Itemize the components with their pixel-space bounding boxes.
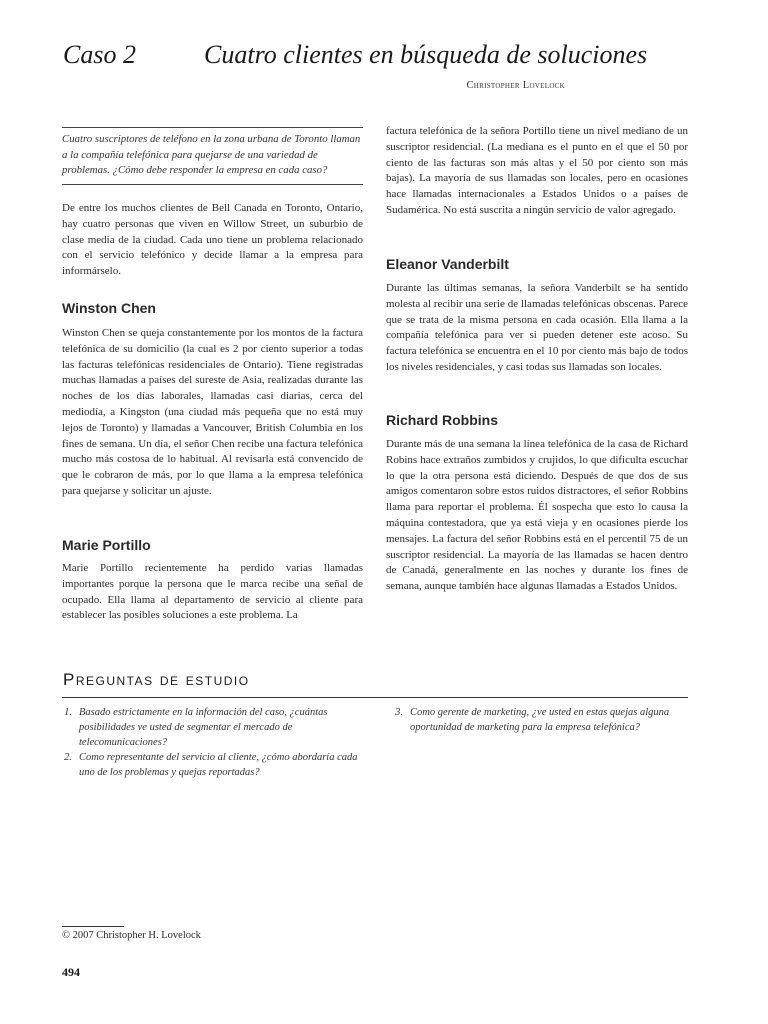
copyright-notice: © 2007 Christopher H. Lovelock xyxy=(62,930,201,941)
paragraph-winston-chen: Winston Chen se queja constantemente por los montos de la factura telefónica de su domicilio (la cual es 2 por ciento superior a todas las facturas telefónicas residenciales de Ontario). Tiene registradas muchas llamadas a países del sureste de Asia, realizadas durante las noches de los días laborales, llamadas casi diarias, cerca del mediodía, a Kingston (una ciudad más pequeña que no está muy lejos de Toronto) y llamadas a Vancouver, British Columbia en los fines de semana. Un día, el señor Chen recibe una factura telefónica mucho más costosa de lo habitual. Al revisarla está convencido de que le cobraron de más, por lo que llama a la empresa telefónica para quejarse y solicitar un ajuste. xyxy=(62,327,363,497)
heading-winston-chen: Winston Chen xyxy=(62,300,156,316)
study-questions-title: Preguntas de estudio xyxy=(63,670,250,689)
intro-bottom-rule xyxy=(62,184,363,185)
study-question xyxy=(50,750,363,780)
case-number: Caso 2 xyxy=(63,40,136,69)
footnote-rule xyxy=(62,926,124,927)
paragraph-eleanor-vanderbilt: Durante las últimas semanas, la señora Vanderbilt se ha sentido molesta al recibir una serie de llamadas telefónicas obscenas. Parece que se trata de la misma persona en cada ocasión. Ella llama a la compañía telefónica para ver si pueden detener este acoso. Su factura telefónica se encuentra en el 10 por ciento más bajo de todos los niveles residenciales, y casi todas sus llamadas son locales. xyxy=(386,282,688,373)
question-text: Basado estrictamente en la información del caso, ¿cuántas posibilidades ve usted de segmentar el mercado de telecomunicaciones? xyxy=(79,707,328,748)
question-text: Como gerente de marketing, ¿ve usted en estas quejas alguna oportunidad de marketing para la empresa telefónica? xyxy=(410,707,670,733)
study-question xyxy=(50,705,363,750)
intro-paragraph: De entre los muchos clientes de Bell Canada en Toronto, Ontario, hay cuatro personas que viven en Willow Street, un suburbio de clase media de la ciudad. Cada uno tiene un problema relacionado con el servicio telefónico y decide llamar a la empresa para informárselo. xyxy=(62,202,363,278)
study-question xyxy=(381,705,688,735)
page-number: 494 xyxy=(62,965,80,979)
question-number: 2. xyxy=(64,752,72,763)
study-questions-rule xyxy=(62,697,688,698)
intro-summary: Cuatro suscriptores de teléfono en la zona urbana de Toronto llaman a la compañía telefónica para quejarse de una variedad de problemas. ¿Cómo debe responder la empresa en cada caso? xyxy=(62,133,361,176)
paragraph-richard-robbins: Durante más de una semana la línea telefónica de la casa de Richard Robins hace extraños zumbidos y crujidos, lo que dificulta escuchar lo que la otra persona está diciendo. Después de que dos de sus amigos comentaron sobre estos ruidos distractores, el señor Robbins llama para reportar el problema. Él sospecha que esto lo causa la máquina contestadora, que ya está vieja y en ocasiones pierde los mensajes. La factura del señor Robbins está en el percentil 75 de un suscriptor residencial. La mayoría de las llamadas se hacen dentro de Canadá, generalmente en las noches y durante los fines de semana, aunque también hace algunas llamadas a Estados Unidos. xyxy=(386,438,688,593)
case-title: Cuatro clientes en búsqueda de soluciones xyxy=(204,40,648,69)
intro-top-rule xyxy=(62,127,363,128)
paragraph-marie-portillo-continued: factura telefónica de la señora Portillo tiene un nivel mediano de un suscriptor residencial. (La mediana es el punto en el que el 50 por ciento de las facturas son más altas y el 50 por ciento son más bajas). La mayoría de sus llamadas son locales, pero en ocasiones hace llamadas internacionales a Estados Unidos o a países de Sudamérica. No está suscrita a ningún servicio de valor agregado. xyxy=(386,125,688,216)
heading-eleanor-vanderbilt: Eleanor Vanderbilt xyxy=(386,256,509,272)
question-number: 1. xyxy=(64,707,72,718)
question-text: Como representante del servicio al cliente, ¿cómo abordaría cada uno de los problemas y quejas reportadas? xyxy=(79,752,358,778)
study-questions-left xyxy=(50,705,363,780)
heading-marie-portillo: Marie Portillo xyxy=(62,537,151,553)
question-number: 3. xyxy=(395,707,403,718)
study-questions-right xyxy=(381,705,688,735)
author-name: Christopher Lovelock xyxy=(466,80,565,91)
heading-richard-robbins: Richard Robbins xyxy=(386,412,499,428)
paragraph-marie-portillo: Marie Portillo recientemente ha perdido varias llamadas importantes porque la persona que le marca recibe una señal de ocupado. Ella llama al departamento de servicio al cliente para establecer las posibles soluciones a este problema. La xyxy=(62,562,363,622)
